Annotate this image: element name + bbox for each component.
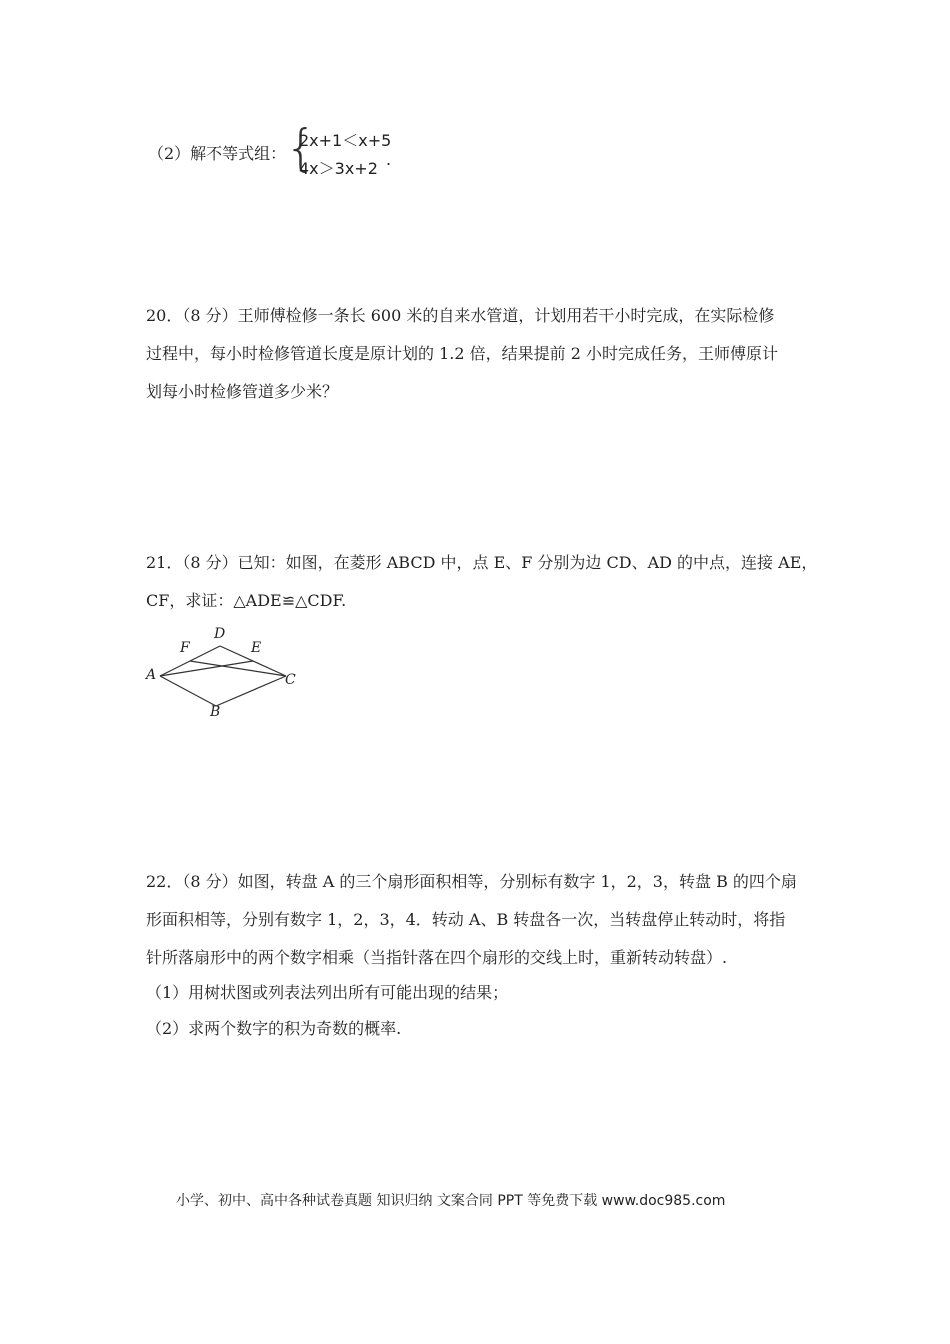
q21-line-2: CF，求证：△ADE≌△CDF. — [146, 591, 347, 610]
q22-line-3: 针所落扇形中的两个数字相乘（当指针落在四个扇形的交线上时，重新转动转盘）. — [146, 948, 728, 967]
label-B: B — [210, 704, 221, 720]
q20-line-2: 过程中，每小时检修管道长度是原计划的 1.2 倍，结果提前 2 小时完成任务，王师傅原计 — [146, 344, 778, 363]
edge-BA — [160, 676, 216, 706]
q20-line-1: 20．（8 分）王师傅检修一条长 600 米的自来水管道，计划用若干小时完成，在实际检修 — [146, 306, 775, 325]
q19-2-label: （2）解不等式组： — [148, 144, 287, 163]
q22-sub-1: （1）用树状图或列表法列出所有可能出现的结果； — [146, 983, 509, 1002]
q22-line-2: 形面积相等，分别有数字 1，2，3，4．转动 A、B 转盘各一次，当转盘停止转动时，将指 — [146, 910, 786, 929]
q20-line-3: 划每小时检修管道多少米？ — [146, 382, 339, 401]
inequality-2: 4x＞3x+2 — [299, 159, 378, 178]
label-D: D — [214, 626, 226, 642]
footer-ad: 小学、初中、高中各种试卷真题 知识归纳 文案合同 PPT 等免费下载 www.doc985.com — [176, 1193, 726, 1209]
q19-2-period: . — [386, 150, 392, 169]
left-brace: { — [285, 119, 317, 177]
label-A: A — [146, 667, 157, 683]
edge-CB — [216, 676, 286, 706]
label-E: E — [251, 640, 262, 656]
label-F: F — [180, 640, 190, 656]
q22-line-1: 22．（8 分）如图，转盘 A 的三个扇形面积相等，分别标有数字 1，2，3，转盘 B 的四个扇 — [146, 872, 797, 891]
rhombus-figure — [140, 620, 310, 720]
q22-sub-2: （2）求两个数字的积为奇数的概率. — [146, 1019, 402, 1038]
inequality-1: 2x+1＜x+5 — [299, 131, 392, 150]
q21-line-1: 21．（8 分）已知：如图，在菱形 ABCD 中，点 E、F 分别为边 CD、AD 的中点，连接 AE， — [146, 553, 818, 572]
label-C: C — [285, 672, 296, 688]
